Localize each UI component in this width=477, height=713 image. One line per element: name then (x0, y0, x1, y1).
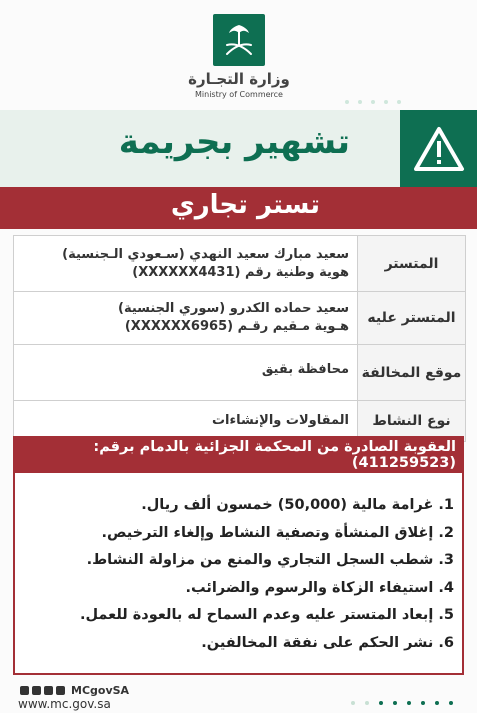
list-item: 3. شطب السجل التجاري والمنع من مزاولة النشاط. (86, 552, 454, 568)
value-line: سعيد حماده الكدرو (سوري الجنسية) (118, 301, 349, 316)
row-label: موقع المخالفة (357, 345, 465, 400)
list-item: 2. إغلاق المنشأة وتصفية النشاط وإلغاء الترخيص. (101, 524, 454, 541)
value-line: هـوية مـقيم رقـم (XXXXXX6965) (124, 319, 349, 334)
decorative-dots-top-right (345, 100, 401, 104)
social-links (20, 684, 129, 697)
page-subtitle: تستر تجاري (170, 190, 320, 220)
list-item: 4. استيفاء الزكاة والرسوم والضرائب. (185, 579, 454, 596)
facebook-icon[interactable] (32, 686, 41, 695)
row-value (14, 401, 357, 441)
row-value (14, 345, 357, 400)
website-link[interactable]: www.mc.gov.sa (18, 697, 111, 711)
row-value (14, 292, 357, 344)
row-label: المتستر (357, 236, 465, 291)
ministry-name-english: Ministry of Commerce (195, 90, 283, 99)
twitter-icon[interactable] (20, 686, 29, 695)
penalty-list (24, 479, 454, 662)
table-row (13, 345, 466, 401)
warning-triangle-icon (400, 110, 477, 187)
row-label: نوع النشاط (357, 401, 465, 441)
penalty-heading: العقوبة الصادرة من المحكمة الجزائية بالدمام برقم:(411259523) (13, 436, 464, 473)
value-line: المقاولات والإنشاءات (211, 413, 349, 428)
value-line: محافظة بقيق (261, 362, 349, 377)
social-handle: MCgovSA (71, 684, 130, 697)
penalty-list-box (13, 473, 464, 675)
list-item: 1. غرامة مالية (50,000) خمسون ألف ريال. (141, 497, 454, 513)
table-row (13, 292, 466, 345)
page-title: تشهير بجريمة (118, 122, 350, 162)
ministry-name-arabic: وزارة التجـارة (188, 70, 290, 88)
table-row (13, 235, 466, 292)
palm-swords-emblem-icon (213, 14, 265, 66)
value-line: هوية وطنية رقم (XXXXXX4431) (132, 264, 349, 280)
instagram-icon[interactable] (56, 686, 65, 695)
row-label: المتستر عليه (357, 292, 465, 344)
decorative-dots-footer (351, 701, 453, 705)
case-info-table (13, 235, 464, 442)
value-line: سعيد مبارك سعيد النهدي (سـعودي الـجنسية) (62, 246, 349, 262)
row-value (14, 236, 357, 291)
list-item: 5. إبعاد المتستر عليه وعدم السماح له بالعودة للعمل. (79, 607, 454, 623)
list-item: 6. نشر الحكم على نفقة المخالفين. (201, 634, 454, 651)
youtube-icon[interactable] (44, 686, 53, 695)
